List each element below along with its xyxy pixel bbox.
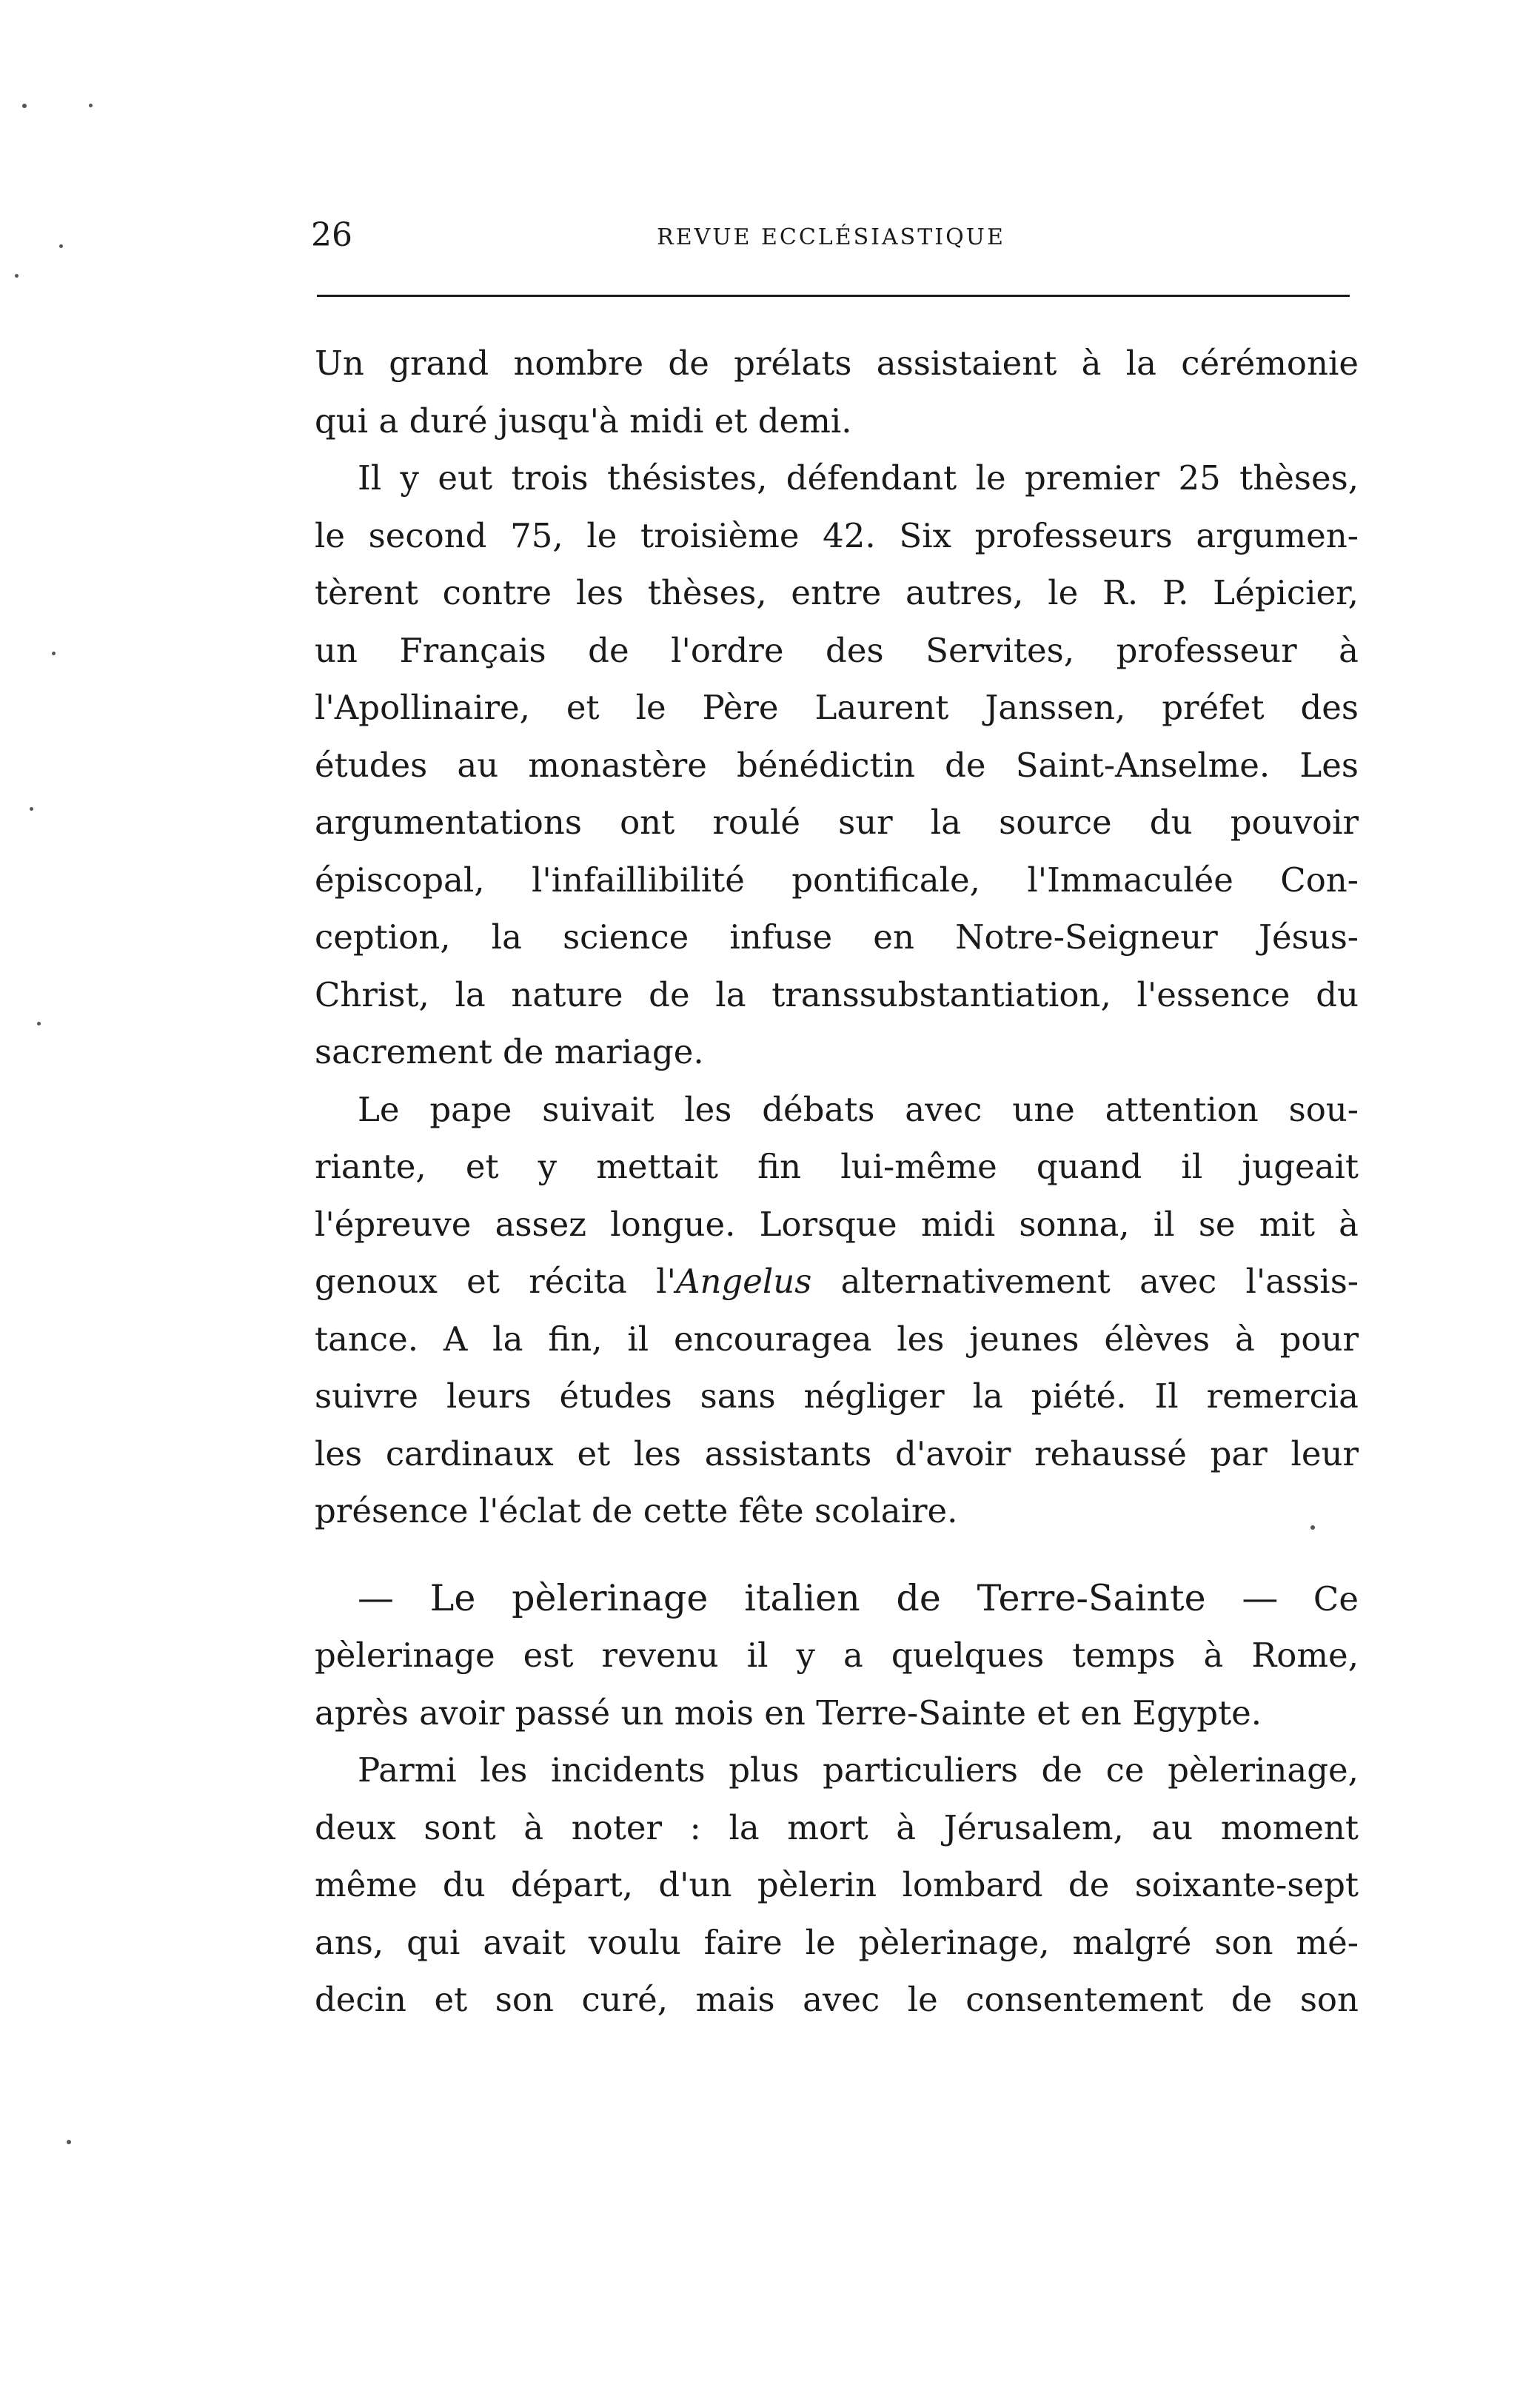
paragraph-3 (315, 1081, 1359, 1540)
text-line: argumentations ont roulé sur la source du pouvoir (315, 803, 1359, 842)
running-title: REVUE ECCLÉSIASTIQUE (657, 224, 1005, 250)
text-segment: Ce (1278, 1579, 1359, 1619)
scan-speck (15, 274, 19, 278)
text-line: les cardinaux et les assistants d'avoir rehaussé par leur (315, 1433, 1359, 1473)
text-line: l'épreuve assez longue. Lorsque midi sonna, il se mit à (315, 1204, 1359, 1244)
text-line: pèlerinage est revenu il y a quelques temps à Rome, (315, 1636, 1359, 1675)
text-line: études au monastère bénédictin de Saint-Anselme. Les (315, 745, 1359, 785)
text-line: après avoir passé un mois en Terre-Sainte et en Egypte. (315, 1693, 1262, 1733)
section-heading-line (315, 1570, 1359, 1627)
text-segment: genoux et récita l' (315, 1262, 676, 1301)
text-line: sacrement de mariage. (315, 1032, 704, 1071)
text-line: même du départ, d'un pèlerin lombard de soixante-sept (315, 1865, 1359, 1904)
text-line: decin et son curé, mais avec le consentement de son (315, 1980, 1359, 2019)
scan-speck (89, 104, 93, 107)
scan-speck (67, 2140, 71, 2144)
scan-speck (1310, 1525, 1315, 1530)
page-number: 26 (311, 216, 352, 254)
text-line: suivre leurs études sans négliger la piété. Il remercia (315, 1376, 1359, 1416)
text-line: tance. A la fin, il encouragea les jeunes élèves à pour (315, 1319, 1359, 1359)
text-line-with-italic (315, 1253, 1359, 1311)
text-line: Le pape suivait les débats avec une attention sou- (358, 1089, 1359, 1129)
text-line: Il y eut trois thésistes, défendant le premier 25 thèses, (358, 458, 1359, 498)
text-line: qui a duré jusqu'à midi et demi. (315, 401, 852, 441)
paragraph-1 (315, 335, 1359, 449)
text-line: présence l'éclat de cette fête scolaire. (315, 1491, 958, 1530)
page-header (311, 213, 1351, 265)
text-line: Un grand nombre de prélats assistaient à la cérémonie (315, 344, 1359, 383)
body-text (315, 335, 1359, 2029)
text-line: riante, et y mettait fin lui-même quand il jugeait (315, 1147, 1359, 1186)
text-line: Christ, la nature de la transsubstantiation, l'essence du (315, 974, 1359, 1014)
text-line: Parmi les incidents plus particuliers de ce pèlerinage, (358, 1750, 1359, 1790)
scan-speck (37, 1022, 41, 1025)
scan-speck (30, 807, 33, 811)
section-title: — Le pèlerinage italien de Terre-Sainte — (358, 1576, 1279, 1619)
text-line: tèrent contre les thèses, entre autres, le R. P. Lépicier, (315, 573, 1359, 612)
italic-word-angelus: Angelus (675, 1262, 812, 1301)
text-line: un Français de l'ordre des Servites, professeur à (315, 630, 1359, 670)
text-line: épiscopal, l'infaillibilité pontificale, l'Immaculée Con- (315, 860, 1359, 900)
paragraph-2 (315, 449, 1359, 1081)
header-rule (317, 295, 1350, 297)
text-line: ans, qui avait voulu faire le pèlerinage, malgré son mé- (315, 1922, 1359, 1962)
text-segment: alternativement avec l'assis- (811, 1262, 1359, 1301)
scan-speck (52, 652, 56, 655)
text-line: le second 75, le troisième 42. Six professeurs argumen- (315, 515, 1359, 555)
text-line: l'Apollinaire, et le Père Laurent Janssen, préfet des (315, 688, 1359, 727)
scan-speck (22, 104, 27, 108)
paragraph-5 (315, 1741, 1359, 2029)
section-gap (315, 1540, 1359, 1570)
scan-speck (59, 244, 63, 248)
section-2 (315, 1570, 1359, 1742)
text-line: deux sont à noter : la mort à Jérusalem, au moment (315, 1807, 1359, 1847)
text-line: ception, la science infuse en Notre-Seigneur Jésus- (315, 917, 1359, 957)
